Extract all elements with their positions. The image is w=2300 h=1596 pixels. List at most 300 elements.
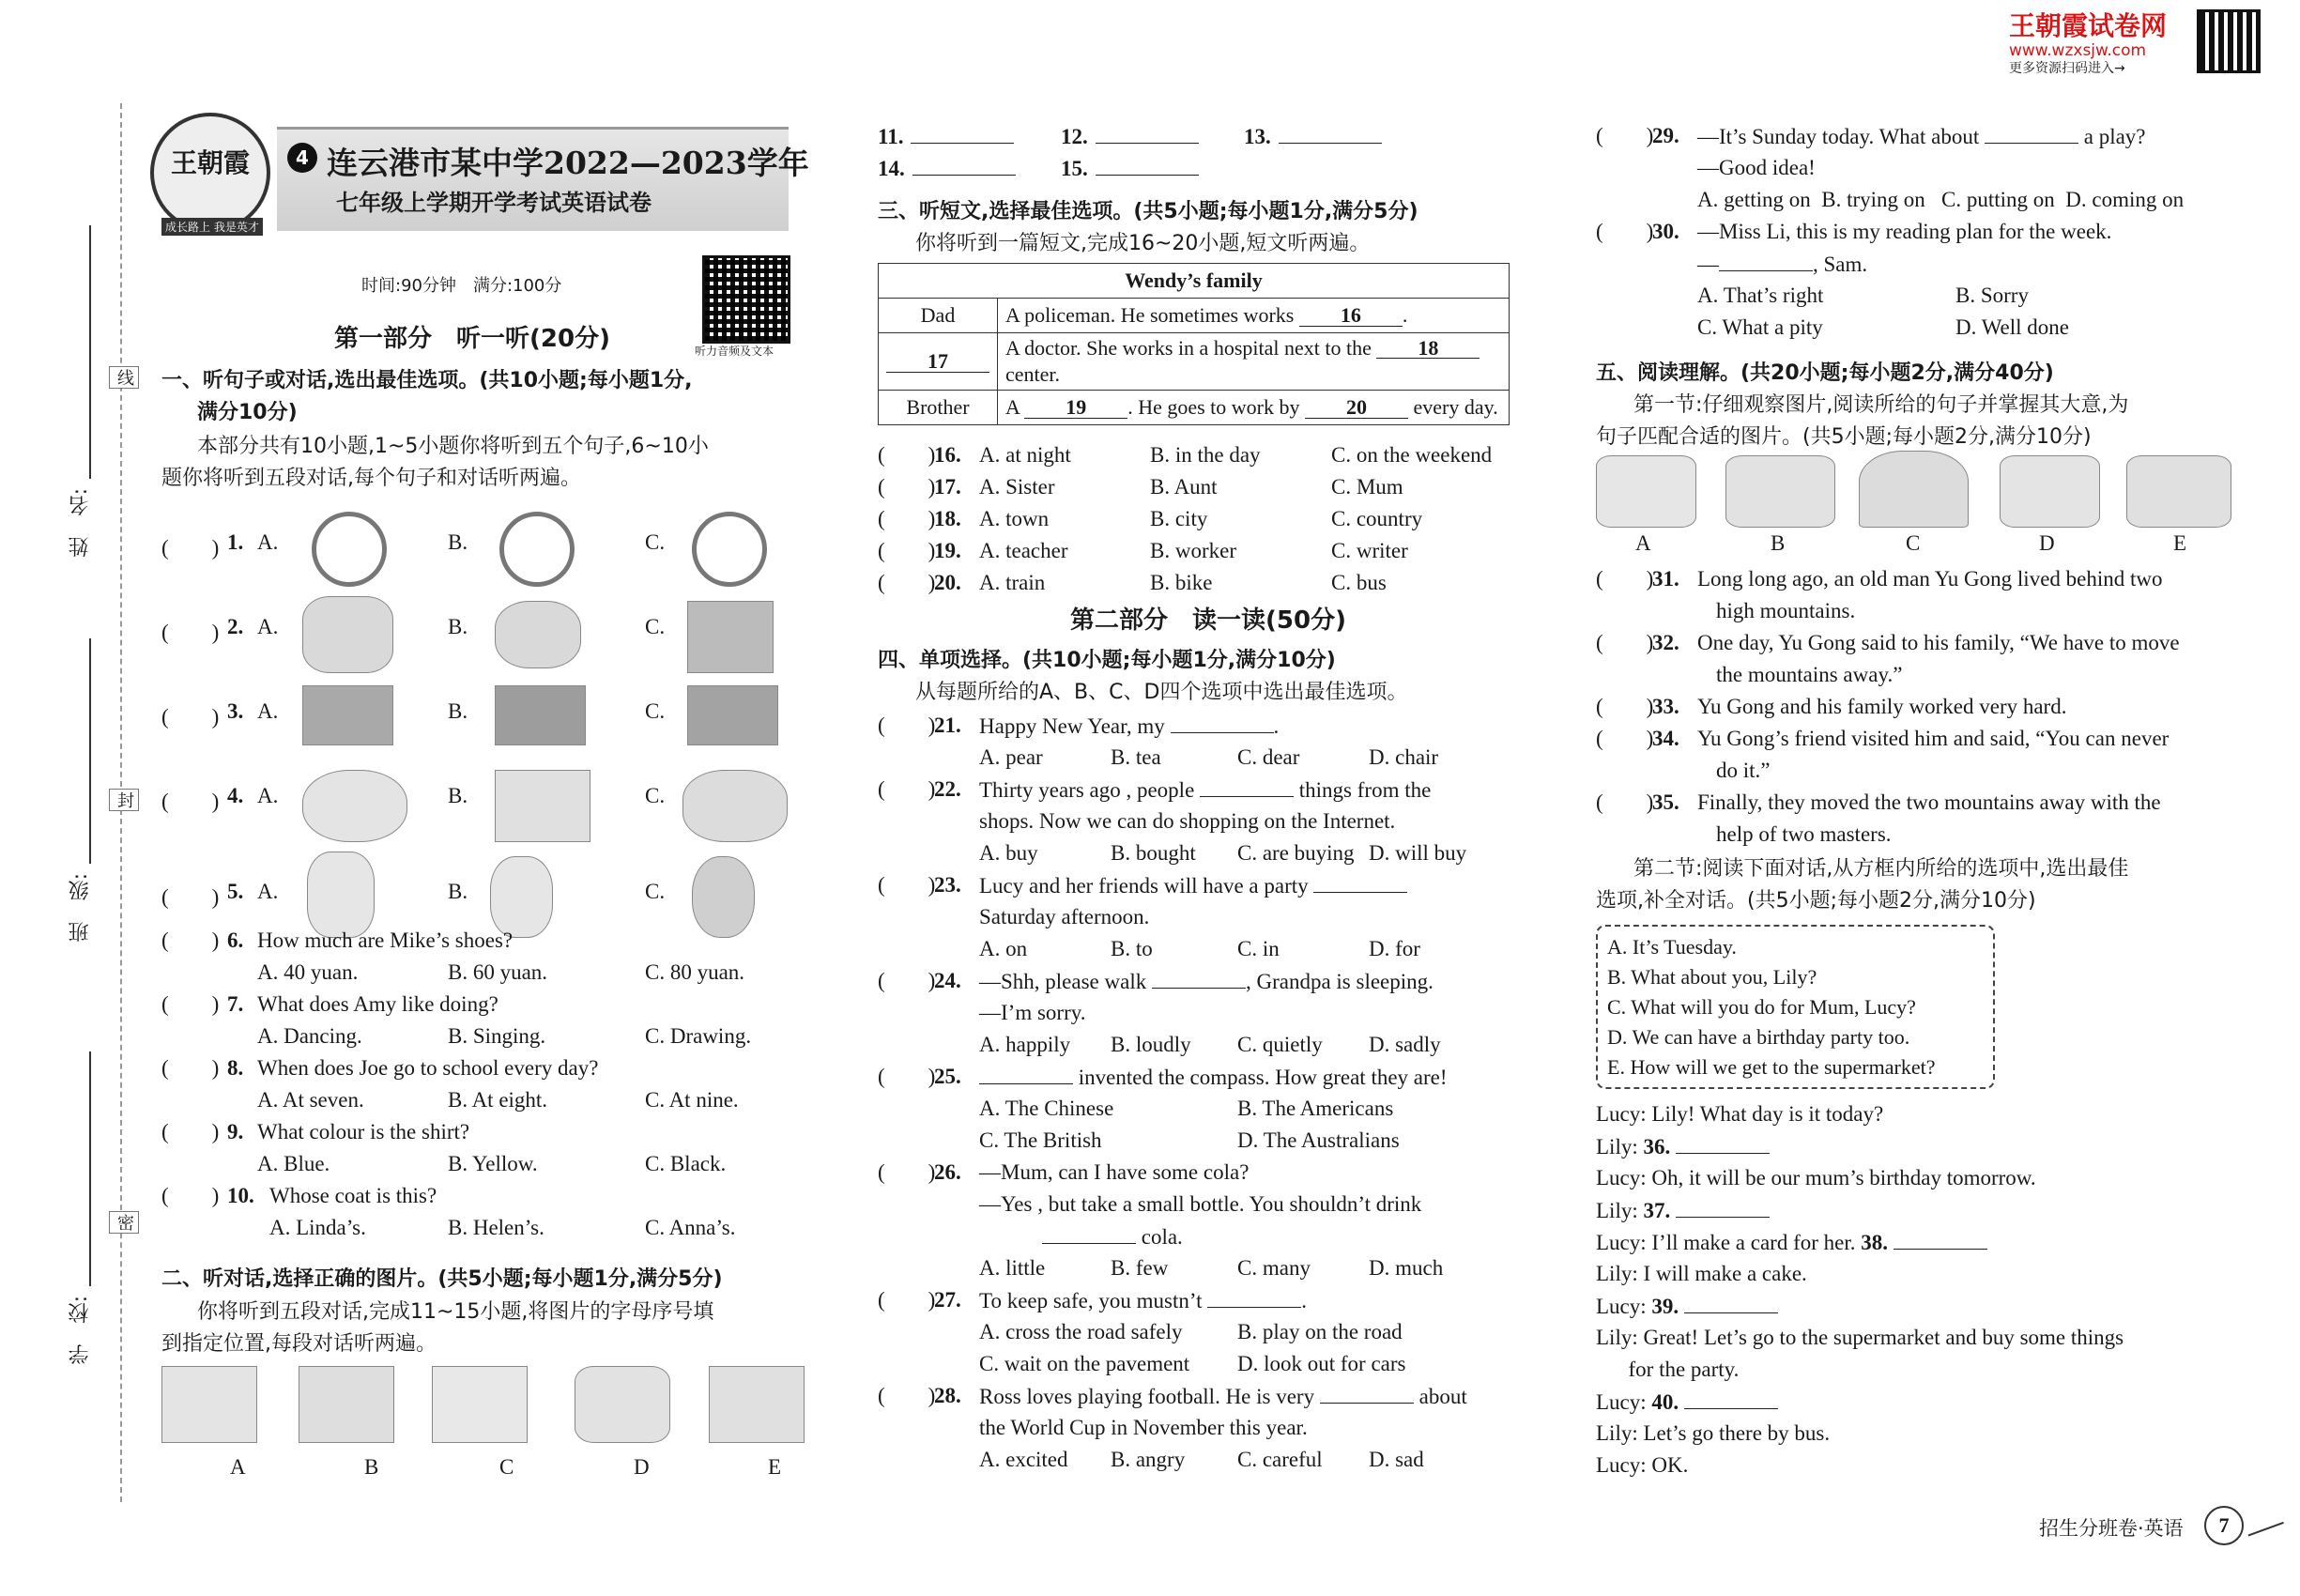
park-image[interactable]	[709, 1366, 805, 1443]
yugong-picture-d[interactable]	[2000, 455, 2100, 528]
answer-blank[interactable]	[1320, 1380, 1414, 1404]
question-text: —	[1697, 253, 1719, 276]
blank-number: 20	[1346, 395, 1367, 419]
options-29[interactable]: A. getting on B. trying on C. putting on D. coming on	[1697, 188, 2185, 211]
question-text: —Miss Li, this is my reading plan for the week.	[1697, 220, 2112, 243]
answer-blank-13[interactable]	[1279, 120, 1382, 144]
option-row	[878, 1093, 1516, 1125]
question-number: 20.	[934, 571, 961, 594]
question-text: the World Cup in November this year.	[979, 1416, 1308, 1439]
option-label: A.	[257, 615, 279, 638]
answer-blank-38[interactable]	[1894, 1226, 1987, 1250]
brand-scan: 更多资源扫码进入→	[2009, 61, 2125, 76]
fireworks-image[interactable]	[687, 601, 774, 673]
section2-desc-cont: 到指定位置,每段对话听两遍。	[161, 1332, 437, 1356]
option-b[interactable]: B. few	[1111, 1256, 1169, 1280]
answer-paren[interactable]: ( )	[878, 507, 936, 530]
option-c[interactable]: C. wait on the pavement	[979, 1352, 1190, 1375]
question-text: One day, Yu Gong said to his family, “We have to move	[1697, 631, 2180, 654]
question-number: 4.	[227, 784, 244, 807]
question-text: , Sam.	[1813, 253, 1868, 276]
exam-subtitle: 七年级上学期开学考试英语试卷	[336, 189, 652, 216]
option-row	[878, 1444, 1516, 1476]
question-number: 27.	[934, 1288, 961, 1312]
option-label: C.	[645, 784, 666, 807]
lion-dance-image[interactable]	[302, 596, 393, 673]
question-row	[1596, 723, 2234, 755]
question-text: —I’m sorry.	[979, 1001, 1086, 1024]
option-c[interactable]: C. Anna’s.	[645, 1216, 736, 1239]
option-c[interactable]: C. At nine.	[645, 1088, 739, 1112]
answer-paren[interactable]: ( )	[161, 536, 220, 560]
name-field-line[interactable]	[89, 225, 91, 479]
question-cont	[878, 1412, 1516, 1444]
option-a[interactable]: A. cross the road safely	[979, 1320, 1183, 1343]
answer-blank[interactable]	[1207, 1284, 1301, 1308]
option-a[interactable]: A. Dancing.	[257, 1024, 362, 1048]
question-cont	[878, 806, 1516, 837]
section3-desc: 你将听到一篇短文,完成16~20小题,短文听两遍。	[915, 232, 1371, 255]
yugong-picture-e[interactable]	[2126, 455, 2231, 528]
option-row	[878, 933, 1516, 965]
answer-blank[interactable]	[1042, 1220, 1136, 1244]
question-number: 19.	[934, 539, 961, 562]
question-row	[161, 512, 800, 587]
dialogue-text: Lucy: I’ll make a card for her.	[1596, 1231, 1862, 1254]
option-b[interactable]: B. Yellow.	[448, 1152, 538, 1175]
answer-blank-40[interactable]	[1684, 1386, 1778, 1409]
question-number: 5.	[227, 880, 244, 903]
picture-letter: D	[2039, 531, 2055, 555]
answer-paren[interactable]: ( )	[1596, 631, 1654, 654]
answer-blank[interactable]	[1152, 965, 1246, 989]
option-row	[878, 1125, 1516, 1157]
school-field-label: 学 校:	[69, 1296, 92, 1365]
option-b[interactable]: B. worker	[1150, 539, 1236, 562]
option-row	[1596, 184, 2234, 216]
dialogue-text: Lucy:	[1596, 1295, 1652, 1318]
answer-blank[interactable]	[1171, 710, 1274, 733]
dialogue-text: Lucy: OK.	[1596, 1453, 1689, 1477]
part2-heading: 第二部分 读一读(50分)	[1070, 606, 1346, 635]
blank-number: 38.	[1861, 1231, 1889, 1254]
option-a[interactable]: A. teacher	[979, 539, 1068, 562]
option-c[interactable]: C. Drawing.	[645, 1024, 752, 1048]
question-number: 3.	[227, 699, 244, 723]
great-wall-image[interactable]	[495, 685, 586, 745]
answer-blank-19[interactable]	[1024, 395, 1127, 419]
option-a[interactable]: A. Blue.	[257, 1152, 330, 1175]
question-cont	[1596, 595, 2234, 627]
question-number: 6.	[227, 928, 244, 952]
answer-blank-20[interactable]	[1305, 395, 1408, 419]
answer-blank-18[interactable]	[1376, 335, 1480, 359]
option-c[interactable]: C. are buying	[1237, 841, 1355, 865]
question-row	[878, 535, 1516, 567]
fill-label: 13.	[1244, 125, 1271, 148]
fill-label: 11.	[878, 125, 904, 148]
option-a[interactable]: A. Linda’s.	[269, 1216, 366, 1239]
logo	[150, 113, 270, 233]
answer-paren[interactable]: ( )	[1596, 695, 1654, 718]
option-a[interactable]: A. town	[979, 507, 1050, 530]
answer-blank-15[interactable]	[1096, 152, 1199, 176]
question-number: 1.	[227, 530, 244, 554]
answer-blank-14[interactable]	[912, 152, 1016, 176]
answer-paren[interactable]: ( )	[1596, 567, 1654, 591]
option-d[interactable]: D. The Australians	[1237, 1128, 1400, 1152]
bottles-image[interactable]	[495, 770, 590, 842]
option-b[interactable]: B. tea	[1111, 745, 1161, 769]
answer-paren[interactable]: ( )	[1596, 790, 1654, 814]
option-c[interactable]: C. dear	[1237, 745, 1300, 769]
option-a[interactable]: A. happily	[979, 1033, 1071, 1056]
answer-paren[interactable]: ( )	[1596, 727, 1654, 750]
option-a[interactable]: A. The Chinese	[979, 1097, 1114, 1120]
option-c[interactable]: C. The British	[979, 1128, 1102, 1152]
question-cont	[878, 1220, 1516, 1252]
option-a[interactable]: A. 40 yuan.	[257, 960, 359, 984]
option-c[interactable]: C. careful	[1237, 1448, 1323, 1471]
question-number: 8.	[227, 1056, 244, 1080]
answer-blank[interactable]	[1985, 120, 2078, 144]
option-label: C.	[645, 615, 666, 638]
question-text: Finally, they moved the two mountains away with the	[1697, 790, 2161, 814]
option-d[interactable]: D. sad	[1369, 1448, 1424, 1471]
yugong-picture-a[interactable]	[1596, 455, 1696, 528]
class-field-line[interactable]	[89, 638, 91, 864]
option-b[interactable]: B. bike	[1150, 571, 1213, 594]
option-b[interactable]: B. bought	[1111, 841, 1196, 865]
dialogue-line	[1596, 1130, 2234, 1162]
answer-paren[interactable]: ( )	[878, 475, 936, 499]
option-b[interactable]: B. Singing.	[448, 1024, 546, 1048]
school-field-line[interactable]	[89, 1051, 91, 1286]
question-text: a play?	[2083, 125, 2146, 148]
dialogue-line	[1596, 1194, 2234, 1226]
option-b[interactable]: B. city	[1150, 507, 1208, 530]
questions-31-35	[1596, 563, 2234, 851]
option-c[interactable]: C. Mum	[1331, 475, 1403, 499]
question-cont	[1596, 248, 2234, 280]
section5b-desc: 第二节:阅读下面对话,从方框内所给的选项中,选出最佳	[1633, 857, 2129, 881]
table-text: A	[1005, 395, 1020, 419]
question-number: 2.	[227, 615, 244, 638]
option-label: A.	[257, 699, 279, 723]
question-text: How much are Mike’s shoes?	[257, 928, 514, 952]
burger-fries-image[interactable]	[682, 770, 788, 842]
brand-name: 王朝霞试卷网	[2009, 10, 2168, 41]
answer-paren[interactable]: ( )	[161, 621, 220, 644]
table-text: A doctor. She works in a hospital next to the	[1005, 336, 1372, 360]
option-d[interactable]: D. Well done	[1955, 315, 2070, 339]
lanterns-image[interactable]	[495, 601, 581, 668]
option-a[interactable]: A. That’s right	[1697, 284, 1824, 307]
option-a[interactable]: A. At seven.	[257, 1088, 364, 1112]
dialogue-text: Lily: Great! Let’s go to the supermarket and buy some things	[1596, 1326, 2124, 1349]
answer-blank[interactable]	[1719, 248, 1813, 271]
answer-paren[interactable]: ( )	[161, 885, 220, 909]
answer-blank[interactable]	[1200, 774, 1294, 797]
bedroom-image[interactable]	[432, 1366, 528, 1443]
question-text: invented the compass. How great they are!	[1078, 1066, 1448, 1089]
answer-blank[interactable]	[1313, 869, 1407, 893]
answer-blank-37[interactable]	[1676, 1194, 1770, 1218]
option-a[interactable]: A. on	[979, 937, 1028, 960]
yugong-picture-b[interactable]	[1725, 455, 1835, 528]
blank-number: 16	[1340, 303, 1361, 327]
question-text: —Shh, please walk	[979, 970, 1147, 993]
answer-paren[interactable]: ( )	[878, 1160, 936, 1184]
question-cont	[1596, 659, 2234, 691]
questions-16-20	[878, 439, 1516, 599]
option-d[interactable]: D. for	[1369, 937, 1420, 960]
question-cont	[878, 997, 1516, 1029]
question-row	[1596, 216, 2234, 248]
tiananmen-image[interactable]	[302, 685, 393, 745]
question-text: , Grandpa is sleeping.	[1245, 970, 1434, 993]
answer-paren[interactable]: ( )	[878, 571, 936, 594]
answer-blank-16[interactable]	[1299, 303, 1403, 327]
fill-label: 15.	[1061, 157, 1088, 180]
answer-paren[interactable]: ( )	[161, 1056, 220, 1080]
exam-number-badge: 4	[287, 143, 317, 173]
exam-meta: 时间:90分钟 满分:100分	[361, 276, 562, 296]
brand-url[interactable]: www.wzxsjw.com	[2009, 41, 2147, 60]
page-number: 7	[2204, 1506, 2244, 1545]
question-text: —Yes , but take a small bottle. You shouldn’t drink	[979, 1192, 1422, 1216]
option-b[interactable]: B. At eight.	[448, 1088, 548, 1112]
question-row	[878, 503, 1516, 535]
answer-paren[interactable]: ( )	[878, 443, 936, 467]
table-cell: Brother	[879, 391, 998, 425]
dialogue-text: Lily:	[1596, 1135, 1644, 1159]
option-a[interactable]: A. train	[979, 571, 1046, 594]
option-d[interactable]: D. much	[1369, 1256, 1444, 1280]
question-text: about	[1418, 1385, 1467, 1408]
balloons-image[interactable]	[302, 770, 407, 842]
option-row	[878, 1348, 1516, 1380]
option-b[interactable]: B. 60 yuan.	[448, 960, 548, 984]
question-text: Long long ago, an old man Yu Gong lived behind two	[1697, 567, 2163, 591]
option-d[interactable]: D. look out for cars	[1237, 1352, 1406, 1375]
option-label: B.	[448, 530, 468, 554]
question-number: 18.	[934, 507, 961, 530]
question-cont	[878, 901, 1516, 933]
question-row	[161, 770, 800, 845]
option-a[interactable]: A. Sister	[979, 475, 1055, 499]
answer-paren[interactable]: ( )	[1596, 124, 1654, 147]
answer-paren[interactable]: ( )	[161, 1184, 220, 1207]
option-d[interactable]: D. chair	[1369, 745, 1439, 769]
answer-blank[interactable]	[979, 1061, 1073, 1084]
question-cont	[1596, 152, 2234, 184]
option-label: A.	[257, 530, 279, 554]
table-cell	[998, 391, 1510, 425]
dialogue-text: Lily: I will make a cake.	[1596, 1262, 1807, 1285]
question-number: 17.	[934, 475, 961, 499]
option-b[interactable]: B. loudly	[1111, 1033, 1191, 1056]
option-c[interactable]: C. writer	[1331, 539, 1408, 562]
bookshelf-image[interactable]	[299, 1366, 394, 1443]
answer-paren[interactable]: ( )	[878, 873, 936, 897]
question-text: help of two masters.	[1716, 822, 1892, 846]
option-row	[878, 742, 1516, 774]
option-label: C.	[645, 530, 666, 554]
picture-letter: A	[230, 1455, 246, 1479]
answer-blank-39[interactable]	[1684, 1290, 1778, 1313]
option-a[interactable]: A. pear	[979, 745, 1043, 769]
option-c[interactable]: C. What a pity	[1697, 315, 1823, 339]
question-text: Thirty years ago , people	[979, 778, 1195, 802]
answer-paren[interactable]: ( )	[878, 714, 936, 737]
blank-number: 17	[928, 349, 948, 373]
option-c[interactable]: C. country	[1331, 507, 1423, 530]
answer-paren[interactable]: ( )	[878, 1288, 936, 1312]
dialogue-line	[1596, 1098, 2234, 1130]
section5b-desc-cont: 选项,补全对话。(共5小题;每小题2分,满分10分)	[1596, 889, 2036, 913]
question-text: Lucy and her friends will have a party	[979, 874, 1309, 898]
section2-title: 二、听对话,选择正确的图片。(共5小题;每小题1分,满分5分)	[161, 1267, 723, 1291]
option-row	[878, 1316, 1516, 1348]
option-b[interactable]: B. Helen’s.	[448, 1216, 544, 1239]
option-a[interactable]: A. excited	[979, 1448, 1068, 1471]
table-cell	[998, 333, 1510, 391]
option-b[interactable]: B. Aunt	[1150, 475, 1218, 499]
option-c[interactable]: C. quietly	[1237, 1033, 1323, 1056]
answer-paren[interactable]: ( )	[878, 777, 936, 801]
picture-letter: E	[2173, 531, 2187, 555]
options-box	[1596, 925, 1995, 1089]
section1-title-cont: 满分10分)	[197, 401, 298, 424]
section1-desc: 本部分共有10小题,1~5小题你将听到五个句子,6~10小	[197, 435, 709, 458]
brand-qr-code[interactable]	[2197, 9, 2261, 73]
table-text: center.	[1005, 362, 1061, 386]
option-b[interactable]: B. The Americans	[1237, 1097, 1394, 1120]
section4-title: 四、单项选择。(共10小题;每小题1分,满分10分)	[878, 649, 1336, 672]
no-smoking-icon[interactable]	[692, 512, 767, 587]
no-fishing-icon[interactable]	[312, 512, 387, 587]
wendy-family-table	[878, 263, 1510, 425]
option-d[interactable]: D. will buy	[1369, 841, 1467, 865]
answer-paren[interactable]: ( )	[878, 1065, 936, 1088]
part1-heading: 第一部分 听一听(20分)	[334, 325, 610, 353]
question-text: Whose coat is this?	[269, 1184, 437, 1207]
question-number: 10.	[227, 1184, 254, 1207]
answer-paren[interactable]: ( )	[161, 705, 220, 729]
option-label: B.	[448, 699, 468, 723]
fill-label: 12.	[1061, 125, 1088, 148]
picture-letter: E	[768, 1455, 782, 1479]
option-c[interactable]: C. in	[1237, 937, 1280, 960]
option-b[interactable]: B. Sorry	[1955, 284, 2029, 307]
mountains-picture-c[interactable]	[1859, 451, 1969, 528]
picture-letter: D	[634, 1455, 650, 1479]
answer-paren[interactable]: ( )	[161, 1120, 220, 1143]
question-row	[161, 685, 800, 751]
question-row	[878, 774, 1516, 806]
audio-qr-code[interactable]	[702, 255, 790, 344]
palace-image[interactable]	[687, 685, 778, 745]
no-drinking-icon[interactable]	[499, 512, 575, 587]
class-field-label: 班 级:	[69, 873, 92, 943]
answer-paren[interactable]: ( )	[878, 1384, 936, 1407]
answer-blank-12[interactable]	[1096, 120, 1199, 144]
option-c[interactable]: C. Black.	[645, 1152, 727, 1175]
option-b[interactable]: B. angry	[1111, 1448, 1186, 1471]
option-row	[1596, 312, 2234, 344]
question-number: 30.	[1652, 220, 1679, 243]
question-row	[878, 869, 1516, 901]
blank-number: 18	[1418, 336, 1439, 360]
option-c[interactable]: C. on the weekend	[1331, 443, 1493, 467]
question-number: 35.	[1652, 790, 1679, 814]
option-c[interactable]: C. many	[1237, 1256, 1311, 1280]
fill-label: 14.	[878, 157, 905, 180]
option-b[interactable]: B. to	[1111, 937, 1153, 960]
option-label: A.	[257, 880, 279, 903]
answer-paren[interactable]: ( )	[161, 790, 220, 813]
question-row	[878, 567, 1516, 599]
blank-number: 40.	[1651, 1390, 1679, 1414]
question-number: 32.	[1652, 631, 1679, 654]
blank-number: 39.	[1651, 1295, 1679, 1318]
questions-21-28	[878, 710, 1516, 1476]
option-c[interactable]: C. bus	[1331, 571, 1387, 594]
question-number: 22.	[934, 777, 961, 801]
question-row	[1596, 787, 2234, 819]
table-cell: Dad	[879, 299, 998, 333]
box-option: B. What about you, Lily?	[1607, 965, 1817, 989]
option-b[interactable]: B. in the day	[1150, 443, 1261, 467]
option-d[interactable]: D. sadly	[1369, 1033, 1441, 1056]
option-row	[1596, 280, 2234, 312]
option-c[interactable]: C. 80 yuan.	[645, 960, 745, 984]
table-cell	[879, 333, 998, 391]
answer-blank-17[interactable]	[886, 349, 989, 373]
answer-paren[interactable]: ( )	[878, 969, 936, 992]
option-a[interactable]: A. at night	[979, 443, 1071, 467]
question-text: What colour is the shirt?	[257, 1120, 470, 1143]
question-text: do it.”	[1716, 759, 1771, 782]
answer-paren[interactable]: ( )	[161, 992, 220, 1016]
table-text: every day.	[1413, 395, 1498, 419]
question-number: 31.	[1652, 567, 1679, 591]
answer-blank-11[interactable]	[911, 120, 1014, 144]
question-text: high mountains.	[1716, 599, 1856, 622]
section3-title: 三、听短文,选择最佳选项。(共5小题;每小题1分,满分5分)	[878, 200, 1418, 223]
seal-mark-line: 线	[109, 366, 139, 389]
option-a[interactable]: A. little	[979, 1256, 1046, 1280]
kids-playing-image[interactable]	[575, 1366, 670, 1443]
question-number: 21.	[934, 714, 961, 737]
option-b[interactable]: B. play on the road	[1237, 1320, 1403, 1343]
question-text: the mountains away.”	[1716, 663, 1903, 686]
panda-image[interactable]	[692, 856, 755, 938]
question-row	[161, 596, 800, 671]
answer-paren[interactable]: ( )	[878, 539, 936, 562]
answer-paren[interactable]: ( )	[161, 928, 220, 952]
answer-paren[interactable]: ( )	[1596, 220, 1654, 243]
logo-slogan: 成长路上 我是英才	[161, 218, 263, 236]
answer-blank-36[interactable]	[1676, 1130, 1770, 1154]
option-label: A.	[257, 784, 279, 807]
blank-number: 19	[1066, 395, 1087, 419]
dialogue-line	[1596, 1322, 2234, 1354]
library-image[interactable]	[161, 1366, 257, 1443]
question-number: 26.	[934, 1160, 961, 1184]
option-a[interactable]: A. buy	[979, 841, 1038, 865]
